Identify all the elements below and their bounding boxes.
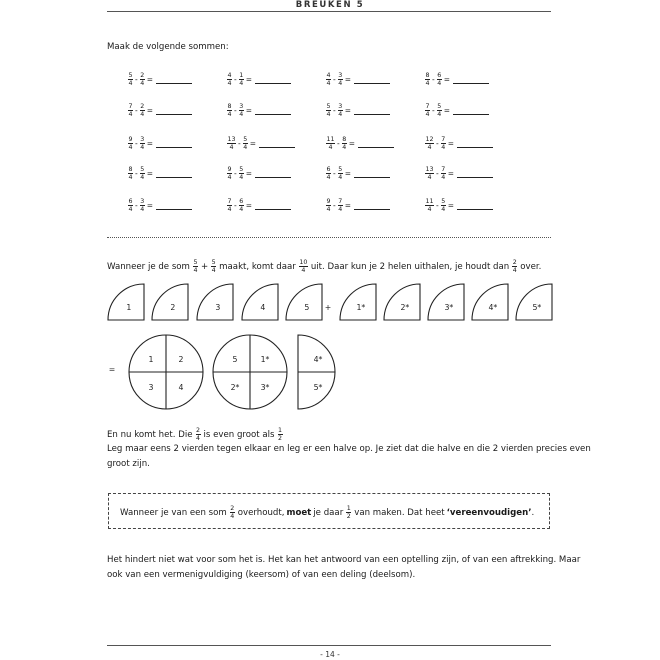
equals-sign: = [447, 201, 455, 210]
quarter-piece [152, 284, 188, 320]
answer-blank[interactable] [457, 201, 493, 210]
equals-sign: = [344, 75, 352, 84]
numerator: 7 [441, 136, 446, 143]
paragraph-line: Leg maar eens 2 vierden tegen elkaar en leg er een halve op. Je ziet dat die halve en die 2 vierden precies even [107, 444, 591, 454]
operator: - [135, 106, 138, 115]
exercise-item [127, 72, 192, 87]
equals-sign: = [245, 106, 253, 115]
exercise-item [325, 198, 390, 213]
circle-quarter-label: 2 [178, 355, 184, 364]
exercise-item [325, 136, 394, 151]
answer-blank[interactable] [255, 201, 291, 210]
numerator: 9 [128, 136, 133, 143]
operator: - [432, 106, 435, 115]
denominator: 4 [128, 80, 133, 87]
equals-sign: = [443, 106, 451, 115]
fraction [140, 198, 145, 213]
denominator: 4 [425, 80, 430, 87]
fraction [211, 259, 216, 274]
now-line [107, 427, 284, 442]
fraction [239, 72, 244, 87]
numerator: 4 [227, 72, 232, 79]
quarter-label: 4* [488, 303, 498, 312]
denominator: 4 [193, 267, 198, 274]
fraction [128, 103, 133, 118]
denominator: 4 [140, 80, 145, 87]
answer-blank[interactable] [354, 201, 390, 210]
denominator: 4 [239, 174, 244, 181]
operator: - [234, 201, 237, 210]
equals-sign: = [146, 201, 154, 210]
answer-blank[interactable] [358, 139, 394, 148]
numerator: 13 [425, 166, 434, 173]
rule-term: ‘vereenvoudigen’ [446, 507, 532, 518]
quarter-piece [286, 284, 322, 320]
numerator: 8 [342, 136, 347, 143]
exercise-item [127, 136, 192, 151]
numerator: 7 [425, 103, 430, 110]
fraction [338, 166, 343, 181]
fraction [437, 103, 442, 118]
numerator: 3 [140, 136, 145, 143]
denominator: 4 [328, 144, 333, 151]
quarter-label: 2 [170, 303, 176, 312]
equals-sign: = [447, 139, 455, 148]
answer-blank[interactable] [259, 139, 295, 148]
quarter-label: 1 [126, 303, 132, 312]
equals-sign: = [245, 201, 253, 210]
fraction [227, 103, 232, 118]
denominator: 4 [427, 144, 432, 151]
denominator: 4 [140, 206, 145, 213]
denominator: 4 [128, 144, 133, 151]
answer-blank[interactable] [255, 75, 291, 84]
equals-sign: = [447, 169, 455, 178]
denominator: 4 [326, 174, 331, 181]
exercise-item [424, 72, 489, 87]
denominator: 4 [326, 111, 331, 118]
numerator: 3 [338, 72, 343, 79]
numerator: 13 [227, 136, 236, 143]
numerator: 5 [239, 166, 244, 173]
denominator: 4 [229, 144, 234, 151]
numerator: 11 [326, 136, 335, 143]
exercise-item [127, 103, 192, 118]
numerator: 7 [128, 103, 133, 110]
rule-emphasis: moet [286, 507, 312, 518]
exercise-item [226, 166, 291, 181]
numerator: 1 [278, 427, 283, 434]
denominator: 4 [425, 111, 430, 118]
rule-text-2: overhoudt, [237, 507, 285, 518]
circle-quarter-label: 5 [232, 355, 238, 364]
denominator: 4 [326, 206, 331, 213]
diagram-plus-sign: + [324, 303, 332, 312]
fraction [338, 72, 343, 87]
fraction [278, 427, 283, 442]
half-circle [298, 335, 335, 409]
half-circle-label: 4* [313, 355, 323, 364]
fraction [140, 136, 145, 151]
denominator: 4 [128, 111, 133, 118]
instruction-text: Maak de volgende sommen: [107, 42, 229, 52]
fraction [425, 198, 434, 213]
operator: - [234, 106, 237, 115]
quarter-label: 5 [304, 303, 310, 312]
operator: - [333, 201, 336, 210]
fraction [441, 166, 446, 181]
fraction [512, 259, 517, 274]
numerator: 3 [140, 198, 145, 205]
denominator: 4 [441, 174, 446, 181]
denominator: 4 [342, 144, 347, 151]
numerator: 6 [239, 198, 244, 205]
equals-sign: = [146, 106, 154, 115]
circle-quarter-label: 1* [260, 355, 270, 364]
quarter-pieces-row [108, 284, 552, 320]
equals-sign: = [146, 169, 154, 178]
closing-line: ook van een vermenigvuldiging (keersom) of van een deling (deelsom). [107, 570, 416, 580]
fraction [437, 72, 442, 87]
answer-blank[interactable] [457, 169, 493, 178]
numerator: 2 [140, 103, 145, 110]
rule-text-1: Wanneer je van een som [120, 507, 227, 518]
numerator: 10 [299, 259, 308, 266]
page-header-title: BREUKEN 5 [295, 0, 365, 10]
exercise-item [226, 198, 291, 213]
numerator: 6 [326, 166, 331, 173]
rule-text-4: van maken. Dat heet [354, 507, 445, 518]
denominator: 4 [441, 206, 446, 213]
rule-box-text [120, 505, 534, 520]
numerator: 3 [338, 103, 343, 110]
exercise-item [424, 103, 489, 118]
fraction [441, 198, 446, 213]
numerator: 9 [326, 198, 331, 205]
answer-blank[interactable] [354, 106, 390, 115]
denominator: 4 [243, 144, 248, 151]
equals-sign: = [249, 139, 257, 148]
numerator: 5 [128, 72, 133, 79]
denominator: 4 [427, 206, 432, 213]
quarter-label: 5* [532, 303, 542, 312]
fraction [425, 72, 430, 87]
circle-quarter-label: 4 [178, 383, 184, 392]
fraction [342, 136, 347, 151]
fraction [326, 198, 331, 213]
numerator: 1 [346, 505, 351, 512]
denominator: 2 [278, 435, 283, 442]
operator: - [234, 169, 237, 178]
operator: - [436, 139, 439, 148]
operator: - [436, 201, 439, 210]
numerator: 5 [193, 259, 198, 266]
equals-sign: = [146, 75, 154, 84]
numerator: 5 [441, 198, 446, 205]
circle-quarter-label: 3 [148, 383, 154, 392]
fraction [140, 103, 145, 118]
exercise-item [226, 72, 291, 87]
circle-quarter-label: 1 [148, 355, 154, 364]
numerator: 6 [128, 198, 133, 205]
fraction [441, 136, 446, 151]
equals-sign: = [245, 169, 253, 178]
answer-blank[interactable] [156, 169, 192, 178]
operator: - [238, 139, 241, 148]
denominator: 4 [338, 174, 343, 181]
operator: - [333, 75, 336, 84]
fraction [128, 166, 133, 181]
operator: - [337, 139, 340, 148]
denominator: 4 [140, 111, 145, 118]
quarter-piece [197, 284, 233, 320]
exercise-item [127, 166, 192, 181]
quarter-label: 2* [400, 303, 410, 312]
answer-blank[interactable] [156, 75, 192, 84]
numerator: 5 [243, 136, 248, 143]
fraction [299, 259, 308, 274]
answer-blank[interactable] [255, 169, 291, 178]
fraction [230, 505, 235, 520]
fraction [346, 505, 351, 520]
quarter-label: 1* [356, 303, 366, 312]
denominator: 4 [227, 111, 232, 118]
fraction-diagram [0, 280, 660, 420]
exercise-item [226, 103, 291, 118]
denominator: 4 [239, 111, 244, 118]
denominator: 4 [239, 80, 244, 87]
closing-line: Het hindert niet wat voor som het is. Het kan het antwoord van een optelling zijn, of van een aftrekking. Maar [107, 555, 581, 565]
denominator: 4 [326, 80, 331, 87]
numerator: 2 [196, 427, 201, 434]
fraction [338, 103, 343, 118]
whole-circles [129, 335, 287, 409]
footer-rule [107, 645, 551, 646]
numerator: 1 [239, 72, 244, 79]
equals-sign: = [344, 201, 352, 210]
denominator: 4 [512, 267, 517, 274]
numerator: 11 [425, 198, 434, 205]
numerator: 9 [227, 166, 232, 173]
answer-blank[interactable] [354, 75, 390, 84]
fraction [425, 103, 430, 118]
exercise-item [325, 166, 390, 181]
explanation-line [107, 259, 541, 274]
numerator: 5 [338, 166, 343, 173]
fraction [196, 427, 201, 442]
fraction [140, 72, 145, 87]
numerator: 7 [338, 198, 343, 205]
numerator: 5 [211, 259, 216, 266]
denominator: 4 [239, 206, 244, 213]
fraction [326, 136, 335, 151]
quarter-piece [428, 284, 464, 320]
fraction [128, 198, 133, 213]
now-text-1: En nu komt het. Die [107, 429, 193, 440]
fraction [326, 72, 331, 87]
fraction [243, 136, 248, 151]
numerator: 5 [140, 166, 145, 173]
answer-blank[interactable] [457, 139, 493, 148]
numerator: 5 [326, 103, 331, 110]
exercise-item [424, 198, 493, 213]
denominator: 4 [427, 174, 432, 181]
whole-circle [129, 335, 203, 409]
numerator: 7 [227, 198, 232, 205]
exercise-item [424, 166, 493, 181]
explanation-text-4: over. [520, 261, 542, 272]
denominator: 4 [140, 144, 145, 151]
diagram-equals-sign: = [108, 365, 116, 374]
whole-circle [213, 335, 287, 409]
exercise-item [325, 103, 390, 118]
explanation-text-3: uit. Daar kun je 2 helen uithalen, je houdt dan [310, 261, 510, 272]
fraction [227, 166, 232, 181]
fraction [227, 136, 236, 151]
rule-text-5: . [531, 507, 535, 518]
rule-text-3: je daar [313, 507, 344, 518]
plus-sign: + [200, 261, 209, 272]
operator: - [135, 201, 138, 210]
equals-sign: = [344, 106, 352, 115]
numerator: 3 [239, 103, 244, 110]
fraction [425, 166, 434, 181]
denominator: 4 [441, 144, 446, 151]
circle-quarter-label: 2* [230, 383, 240, 392]
quarter-piece [516, 284, 552, 320]
explanation-text-2: maakt, komt daar [219, 261, 296, 272]
fraction [338, 198, 343, 213]
operator: - [432, 75, 435, 84]
explanation-text-1: Wanneer je de som [107, 261, 190, 272]
answer-blank[interactable] [255, 106, 291, 115]
denominator: 4 [227, 174, 232, 181]
quarter-label: 3 [215, 303, 221, 312]
operator: - [234, 75, 237, 84]
answer-blank[interactable] [453, 106, 489, 115]
operator: - [135, 75, 138, 84]
denominator: 4 [437, 80, 442, 87]
half-circle-label: 5* [313, 383, 323, 392]
denominator: 4 [301, 267, 306, 274]
denominator: 4 [338, 206, 343, 213]
denominator: 4 [211, 267, 216, 274]
now-text-2: is even groot als [203, 429, 275, 440]
answer-blank[interactable] [156, 201, 192, 210]
numerator: 12 [425, 136, 434, 143]
numerator: 2 [512, 259, 517, 266]
numerator: 8 [128, 166, 133, 173]
denominator: 4 [230, 513, 235, 520]
denominator: 4 [140, 174, 145, 181]
exercise-item [127, 198, 192, 213]
quarter-piece [384, 284, 420, 320]
fraction [239, 198, 244, 213]
answer-blank[interactable] [453, 75, 489, 84]
paragraph-line: groot zijn. [107, 459, 150, 469]
numerator: 6 [437, 72, 442, 79]
operator: - [135, 139, 138, 148]
exercise-item [424, 136, 493, 151]
numerator: 2 [230, 505, 235, 512]
section-divider [107, 237, 551, 238]
operator: - [436, 169, 439, 178]
denominator: 2 [346, 513, 351, 520]
header-rule [107, 11, 551, 12]
quarter-piece [340, 284, 376, 320]
fraction [227, 198, 232, 213]
operator: - [135, 169, 138, 178]
fraction [239, 103, 244, 118]
equals-sign: = [245, 75, 253, 84]
denominator: 4 [196, 435, 201, 442]
operator: - [333, 169, 336, 178]
fraction [326, 166, 331, 181]
denominator: 4 [128, 206, 133, 213]
exercise-item [226, 136, 295, 151]
quarter-label: 3* [444, 303, 454, 312]
fraction [239, 166, 244, 181]
quarter-piece [108, 284, 144, 320]
denominator: 4 [227, 80, 232, 87]
denominator: 4 [128, 174, 133, 181]
answer-blank[interactable] [156, 139, 192, 148]
operator: - [333, 106, 336, 115]
equals-sign: = [443, 75, 451, 84]
numerator: 5 [437, 103, 442, 110]
answer-blank[interactable] [354, 169, 390, 178]
fraction [227, 72, 232, 87]
page-number: - 14 - [320, 650, 340, 659]
denominator: 4 [437, 111, 442, 118]
quarter-label: 4 [260, 303, 266, 312]
numerator: 7 [441, 166, 446, 173]
exercise-item [325, 72, 390, 87]
numerator: 8 [227, 103, 232, 110]
denominator: 4 [338, 111, 343, 118]
quarter-piece [242, 284, 278, 320]
fraction [193, 259, 198, 274]
quarter-piece [472, 284, 508, 320]
fraction [128, 136, 133, 151]
answer-blank[interactable] [156, 106, 192, 115]
equals-sign: = [348, 139, 356, 148]
fraction [128, 72, 133, 87]
numerator: 4 [326, 72, 331, 79]
denominator: 4 [338, 80, 343, 87]
equals-sign: = [344, 169, 352, 178]
numerator: 8 [425, 72, 430, 79]
fraction [326, 103, 331, 118]
equals-sign: = [146, 139, 154, 148]
fraction [425, 136, 434, 151]
rule-box [108, 493, 550, 529]
denominator: 4 [227, 206, 232, 213]
circle-quarter-label: 3* [260, 383, 270, 392]
fraction [140, 166, 145, 181]
numerator: 2 [140, 72, 145, 79]
